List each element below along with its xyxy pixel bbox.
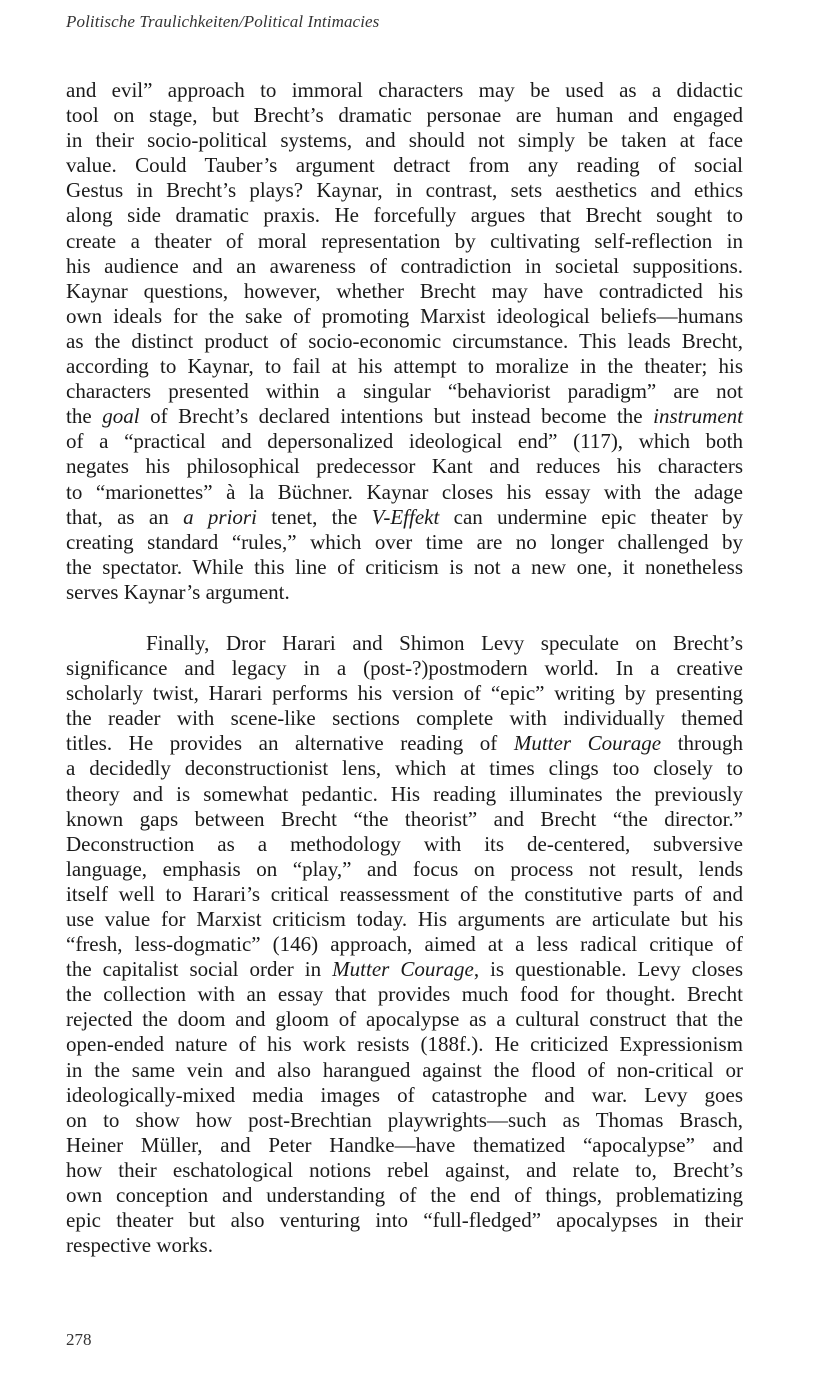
text-line: the reader with scene-like sections complete with individually themed: [66, 706, 743, 731]
text-line: itself well to Harari’s critical reassessment of the constitutive parts of and: [66, 881, 743, 906]
text-line: the collection with an essay that provides much food for thought. Brecht: [66, 982, 743, 1007]
text-line: epic theater but also venturing into “full-fledged” apocalypses in their: [66, 1208, 743, 1233]
text-line: language, emphasis on “play,” and focus on process not result, lends: [66, 856, 743, 881]
text-line: serves Kaynar’s argument.: [66, 579, 290, 604]
text-line: Heiner Müller, and Peter Handke—have thematized “apocalypse” and: [66, 1132, 743, 1157]
text-line: negates his philosophical predecessor Kant and reduces his characters: [66, 454, 743, 479]
text-line: of a “practical and depersonalized ideological end” (117), which both: [66, 429, 743, 454]
text-line: Gestus in Brecht’s plays? Kaynar, in contrast, sets aesthetics and ethics: [66, 178, 743, 203]
text-line: a decidedly deconstructionist lens, which at times clings too closely to: [66, 756, 743, 781]
text-line: own conception and understanding of the end of things, problematizing: [66, 1183, 743, 1208]
text-line: as the distinct product of socio-economic circumstance. This leads Brecht,: [66, 328, 743, 353]
text-line: on to show how post-Brechtian playwrights—such as Thomas Brasch,: [66, 1107, 743, 1132]
text-line: the goal of Brecht’s declared intentions but instead become the instrument: [66, 404, 743, 429]
text-line: tool on stage, but Brecht’s dramatic personae are human and engaged: [66, 103, 743, 128]
text-line: known gaps between Brecht “the theorist” and Brecht “the director.”: [66, 806, 743, 831]
text-line: according to Kaynar, to fail at his attempt to moralize in the theater; his: [66, 354, 743, 379]
text-line: rejected the doom and gloom of apocalypse as a cultural construct that the: [66, 1007, 743, 1032]
text-line: significance and legacy in a (post-?)postmodern world. In a creative: [66, 656, 743, 681]
text-line: that, as an a priori tenet, the V-Effekt can undermine epic theater by: [66, 504, 744, 529]
text-line: his audience and an awareness of contradiction in societal suppositions.: [66, 253, 743, 278]
text-line: creating standard “rules,” which over time are no longer challenged by: [66, 529, 743, 554]
text-line: own ideals for the sake of promoting Marxist ideological beliefs—humans: [66, 303, 743, 328]
page-body: [66, 78, 743, 1258]
text-line: in the same vein and also harangued against the flood of non-critical or: [66, 1057, 743, 1082]
text-line: open-ended nature of his work resists (188f.). He criticized Expressionism: [66, 1032, 743, 1057]
text-line: use value for Marxist criticism today. His arguments are articulate but his: [66, 907, 743, 931]
body-paragraph: [66, 78, 743, 605]
text-line: Kaynar questions, however, whether Brecht may have contradicted his: [66, 278, 743, 303]
text-line: Deconstruction as a methodology with its de-centered, subversive: [66, 831, 743, 856]
text-line: the spectator. While this line of criticism is not a new one, it nonetheless: [66, 554, 743, 579]
text-line: “fresh, less-dogmatic” (146) approach, aimed at a less radical critique of: [66, 932, 743, 957]
text-line: theory and is somewhat pedantic. His reading illuminates the previously: [66, 781, 743, 806]
text-line: value. Could Tauber’s argument detract from any reading of social: [66, 153, 743, 178]
text-line: respective works.: [66, 1233, 213, 1258]
text-line: ideologically-mixed media images of catastrophe and war. Levy goes: [66, 1082, 743, 1107]
text-line: titles. He provides an alternative reading of Mutter Courage through: [66, 731, 744, 756]
text-line: how their eschatological notions rebel against, and relate to, Brecht’s: [66, 1157, 743, 1182]
text-line: scholarly twist, Harari performs his version of “epic” writing by presenting: [66, 681, 743, 706]
text-line: Finally, Dror Harari and Shimon Levy speculate on Brecht’s: [146, 630, 743, 655]
body-paragraph: [66, 631, 743, 1258]
text-line: and evil” approach to immoral characters may be used as a didactic: [66, 78, 743, 102]
text-line: along side dramatic praxis. He forcefully argues that Brecht sought to: [66, 203, 743, 228]
page-number: 278: [66, 1330, 92, 1349]
text-line: the capitalist social order in Mutter Courage, is questionable. Levy closes: [66, 957, 743, 982]
text-line: in their socio-political systems, and should not simply be taken at face: [66, 128, 743, 153]
text-line: to “marionettes” à la Büchner. Kaynar closes his essay with the adage: [66, 479, 743, 504]
running-head: Politische Traulichkeiten/Political Intimacies: [66, 12, 380, 31]
text-line: characters presented within a singular “behaviorist paradigm” are not: [66, 379, 743, 404]
text-line: create a theater of moral representation by cultivating self-reflection in: [66, 228, 743, 253]
